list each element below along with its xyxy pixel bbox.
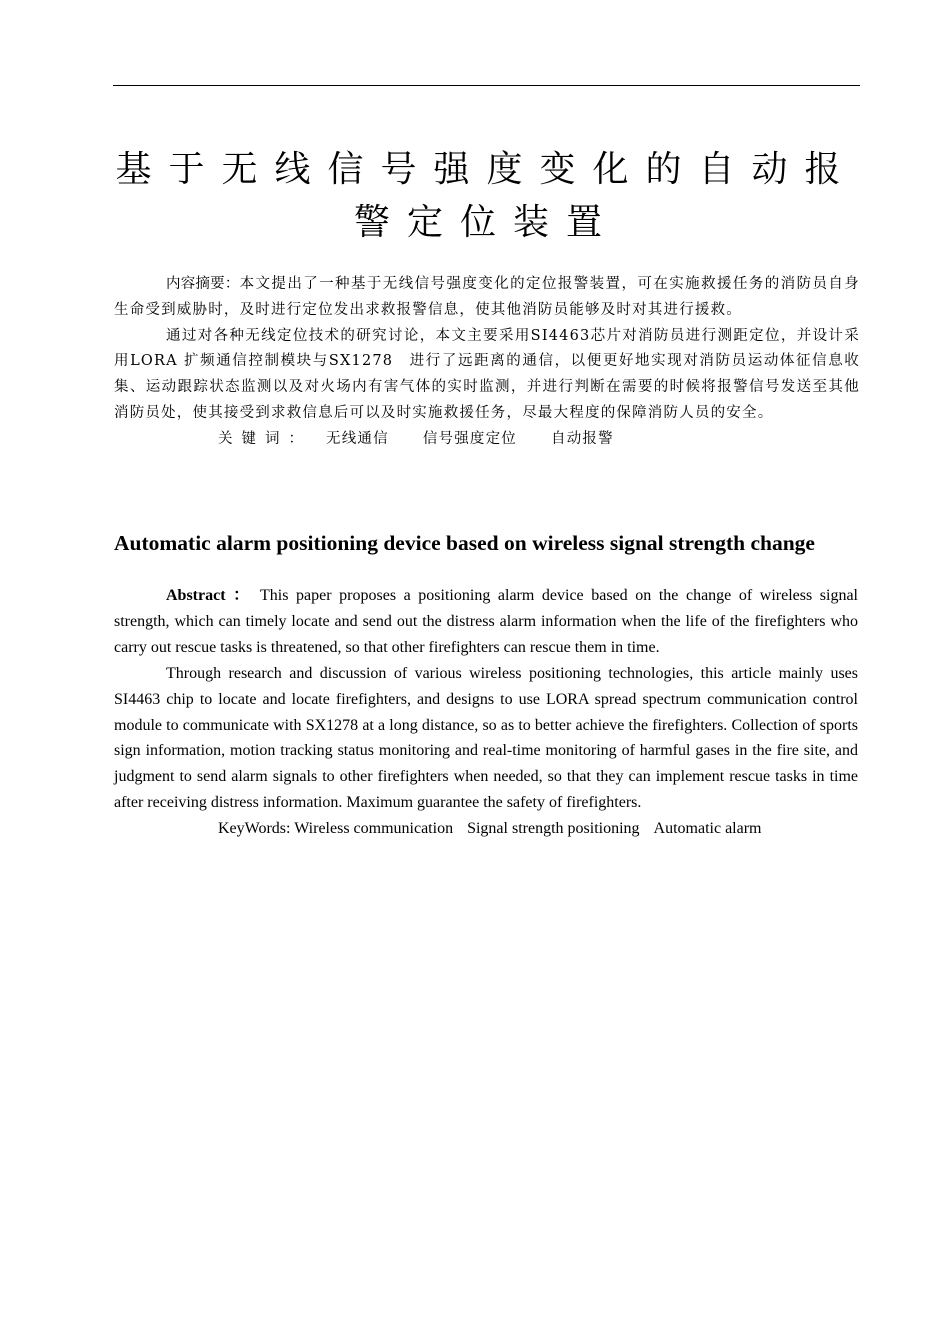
chinese-abstract-paragraph-1 — [114, 272, 860, 324]
chinese-abstract — [114, 272, 860, 453]
chinese-abstract-label: 内容摘要： — [166, 276, 240, 292]
chinese-abstract-text-1: 本文提出了一种基于无线信号强度变化的定位报警装置，可在实施救援任务的消防员自身生命受到威胁时，及时进行定位发出求救报警信息，使其他消防员能够及时对其进行援救。 — [114, 276, 861, 318]
chinese-keyword: 自动报警 — [551, 430, 614, 447]
english-keyword: Wireless communication — [294, 820, 454, 838]
chinese-title-line-1: 基于无线信号强度变化的自动报 — [115, 149, 858, 190]
chinese-keywords-label: 关键词： — [218, 430, 312, 447]
chinese-keyword: 信号强度定位 — [422, 430, 518, 447]
chinese-abstract-paragraph-2: 通过对各种无线定位技术的研究讨论，本文主要采用SI4463芯片对消防员进行测距定位，并设计采用LORA 扩频通信控制模块与SX1278 进行了远距离的通信，以便更好地实现对消防员运动体征信息收集、运动跟踪状态监测以及对火场内有害气体的实时监测，并进行判断在需要的时候将报警信号发送至其他消防员处，使其接受到求救信息后可以及时实施救援任务，尽最大程度的保障消防人员的安全。 — [114, 327, 860, 421]
english-keywords — [114, 816, 858, 842]
chinese-keyword: 无线通信 — [326, 430, 389, 447]
chinese-title — [113, 143, 860, 249]
english-abstract-paragraph-2: Through research and discussion of various wireless positioning technologies, this article mainly uses SI4463 chip to locate and locate firefighters, and designs to use LORA spread spectrum communication control module to communicate with SX1278 at a long distance, so as to better achieve the firefighters. Collection of sports sign information, motion tracking status monitoring and real-time monitoring of harmful gases in the fire site, and judgment to send alarm signals to other firefighters when needed, so that they can implement rescue tasks in time after receiving distress information. Maximum guarantee the safety of firefighters. — [114, 664, 858, 812]
english-keyword: Automatic alarm — [653, 820, 762, 838]
english-abstract-label: Abstract ： — [166, 587, 253, 604]
chinese-keywords — [114, 427, 860, 453]
english-abstract — [114, 583, 858, 842]
english-title: Automatic alarm positioning device based on wireless signal strength change — [114, 531, 815, 555]
english-keyword: Signal strength positioning — [467, 820, 640, 838]
header-rule — [113, 85, 860, 86]
chinese-title-line-2: 警定位装置 — [353, 202, 619, 243]
english-abstract-paragraph-1 — [114, 583, 858, 661]
english-abstract-text-1: This paper proposes a positioning alarm device based on the change of wireless signal strength, which can timely locate and send out the distress alarm information when the life of the firefighters who carry out rescue tasks is threatened, so that other firefighters can rescue them in time. — [114, 587, 858, 656]
english-keywords-label: KeyWords: — [218, 820, 291, 838]
